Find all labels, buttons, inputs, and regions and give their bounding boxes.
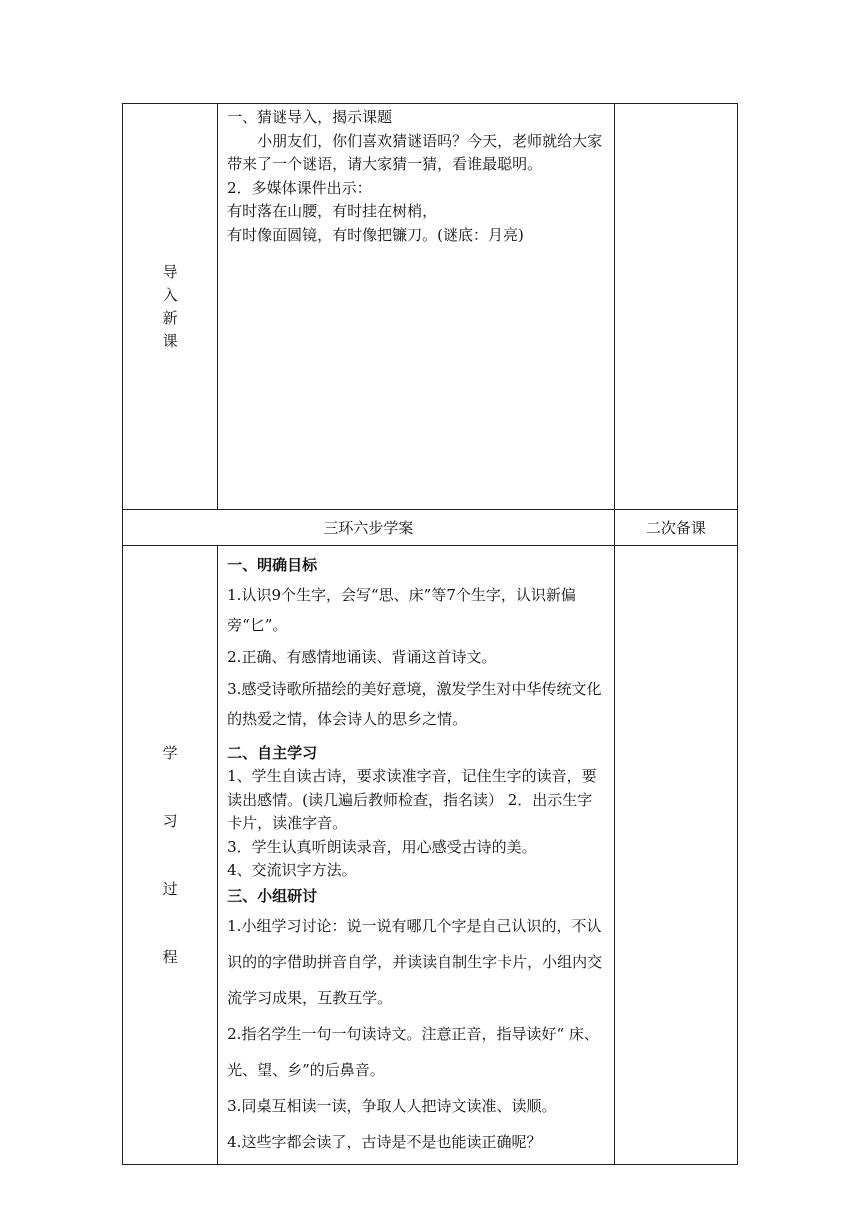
section-heading-group-discussion: 三、小组研讨 xyxy=(227,886,318,905)
lesson-plan-table xyxy=(122,103,738,1165)
process-label-cell xyxy=(123,546,218,1165)
process-content-cell xyxy=(218,546,615,1165)
process-row xyxy=(123,546,738,1165)
intro-line: 一、猜谜导入，揭示课题 xyxy=(227,108,393,126)
group-item: 2.指名学生一句一句读诗文。注意正音，指导读好“ 床、 光、望、乡”的后鼻音。 xyxy=(227,1025,599,1079)
intro-line: 有时像面圆镜，有时像把镰刀。(谜底：月亮) xyxy=(227,225,524,244)
intro-label-cell xyxy=(123,104,218,510)
group-item: 4.这些字都会读了，古诗是不是也能读正确呢？ xyxy=(227,1133,542,1151)
intro-notes-cell xyxy=(614,104,737,510)
section-header-row xyxy=(123,510,738,546)
section-heading-goals: 一、明确目标 xyxy=(227,556,318,574)
intro-row xyxy=(123,104,738,510)
self-study-item: 3．学生认真听朗读录音，用心感受古诗的美。 xyxy=(227,837,537,856)
process-label: 学 习 过 程 xyxy=(162,744,178,966)
intro-line: 2．多媒体课件出示： xyxy=(227,178,372,197)
intro-content-cell xyxy=(218,104,615,510)
group-item: 1.小组学习讨论：说一说有哪几个字是自己认识的，不认识的的字借助拼音自学，并读读自制生字卡片，小组内交流学习成果，互教互学。 xyxy=(227,917,603,1007)
plan-header-cell: 三环六步学案 xyxy=(123,510,615,546)
intro-line: 小朋友们，你们喜欢猜谜语吗？今天，老师就给大家带来了一个谜语，请大家猜一猜，看谁最聪明。 xyxy=(227,131,603,173)
intro-line: 有时落在山腰，有时挂在树梢， xyxy=(227,202,438,220)
goal-item: 3.感受诗歌所描绘的美好意境，激发学生对中华传统文化的热爱之情，体会诗人的思乡之情。 xyxy=(227,679,602,728)
goal-item: 1.认识9个生字，会写“思、床”等7个生字，认识新偏旁“匕”。 xyxy=(227,585,576,634)
process-notes-cell xyxy=(614,546,737,1165)
section-heading-self-study: 二、自主学习 xyxy=(227,743,318,762)
intro-label: 导 入 新 课 xyxy=(162,262,178,350)
group-item: 3.同桌互相读一读，争取人人把诗文读准、读顺。 xyxy=(227,1097,557,1115)
goal-item: 2.正确、有感情地诵读、背诵这首诗文。 xyxy=(227,647,497,666)
self-study-item: 1、学生自读古诗，要求读准字音，记住生字的读音，要读出感情。(读几遍后教师检查，指名读） 2．出示生字卡片，读准字音。 xyxy=(227,767,597,832)
second-prep-header-cell: 二次备课 xyxy=(614,510,737,546)
self-study-item: 4、交流识字方法。 xyxy=(227,861,357,879)
